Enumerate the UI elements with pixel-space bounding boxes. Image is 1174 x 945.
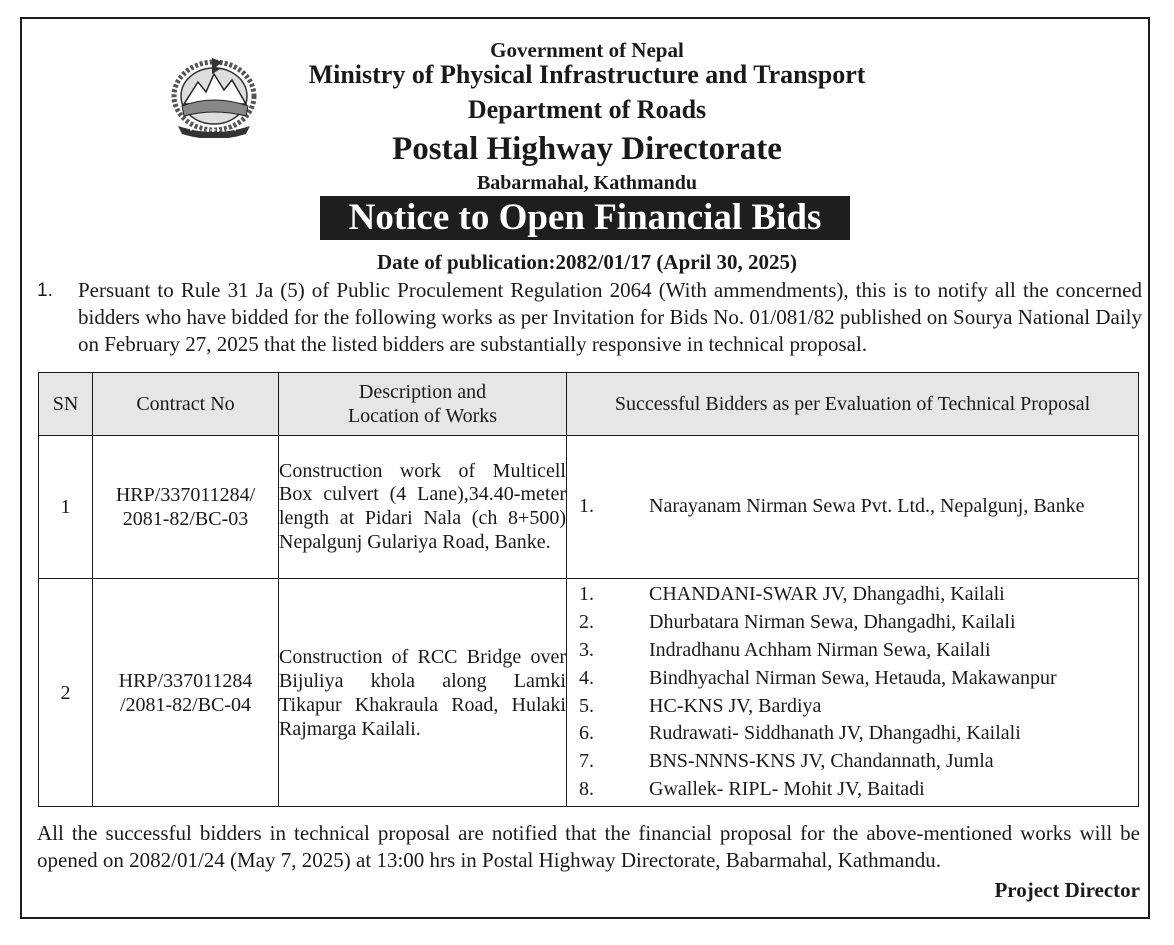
notice-paragraph	[37, 277, 1142, 358]
bidder-name: HC-KNS JV, Bardiya	[649, 694, 822, 717]
row-bidders	[567, 579, 1139, 807]
list-item	[579, 665, 1128, 693]
notice-title: Notice to Open Financial Bids	[320, 196, 850, 240]
header-description-line1: Description and	[358, 381, 487, 403]
bidder-number: 1.	[579, 495, 594, 518]
bidder-name: Dhurbatara Nirman Sewa, Dhangadhi, Kailali	[649, 611, 1016, 634]
directorate-heading: Postal Highway Directorate	[392, 131, 782, 167]
government-heading: Government of Nepal	[490, 38, 684, 62]
bidder-list	[567, 493, 1138, 521]
header-description	[279, 373, 567, 436]
row-description: Construction of RCC Bridge over Bijuliya khola along Lamki Tikapur Khakraula Road, Hulaki Rajmarga Kailali.	[279, 579, 567, 807]
contract-line2: /2081-82/BC-04	[119, 693, 252, 716]
list-item	[579, 637, 1128, 665]
list-item	[579, 581, 1128, 609]
header-bidders: Successful Bidders as per Evaluation of Technical Proposal	[567, 373, 1139, 436]
paragraph-text: Persuant to Rule 31 Ja (5) of Public Proculement Regulation 2064 (With ammendments), this is to notify all the concerned bidders who have bidded for the following works as per Invitation for Bids No. 01/081/82 published on Sourya National Daily on February 27, 2025 that the listed bidders are substantially responsive in technical proposal.	[78, 278, 1142, 356]
list-item	[579, 693, 1128, 721]
list-item	[579, 609, 1128, 637]
publication-date: Date of publication:2082/01/17 (April 30, 2025)	[377, 250, 797, 274]
row-contract	[93, 579, 279, 807]
list-item	[579, 776, 1128, 804]
bidder-number: 4.	[579, 666, 594, 689]
bidder-name: Rudrawati- Siddhanath JV, Dhangadhi, Kailali	[649, 722, 1021, 745]
bidder-number: 1.	[579, 583, 594, 606]
department-heading: Department of Roads	[467, 95, 707, 124]
list-item	[579, 493, 1128, 521]
bidder-number: 3.	[579, 638, 594, 661]
contract-line2: 2081-82/BC-03	[122, 508, 249, 530]
bidder-name: Bindhyachal Nirman Sewa, Hetauda, Makawanpur	[649, 666, 1057, 689]
bidder-number: 8.	[579, 777, 594, 800]
header-contract: Contract No	[93, 373, 279, 436]
bidder-name: BNS-NNNS-KNS JV, Chandannath, Jumla	[649, 750, 994, 773]
row-contract	[93, 436, 279, 579]
bidder-name: Indradhanu Achham Nirman Sewa, Kailali	[649, 638, 991, 661]
table-header-row	[39, 373, 1139, 436]
bidder-number: 2.	[579, 611, 594, 634]
bidder-number: 7.	[579, 750, 594, 773]
row-description: Construction work of Multicell Box culvert (4 Lane),34.40-meter length at Pidari Nala (ch 8+500) Nepalgunj Gulariya Road, Banke.	[279, 436, 567, 579]
ministry-heading: Ministry of Physical Infrastructure and Transport	[308, 60, 866, 89]
bids-table	[38, 372, 1139, 807]
row-sn: 2	[39, 579, 93, 807]
row-bidders	[567, 436, 1139, 579]
header-sn: SN	[39, 373, 93, 436]
bidder-name: Narayanam Nirman Sewa Pvt. Ltd., Nepalgunj, Banke	[649, 495, 1085, 518]
header-description-line2: Location of Works	[347, 405, 498, 427]
address-heading: Babarmahal, Kathmandu	[476, 172, 698, 194]
paragraph-number: 1.	[37, 280, 53, 301]
bidder-number: 5.	[579, 694, 594, 717]
list-item	[579, 748, 1128, 776]
table-row	[39, 579, 1139, 807]
list-item	[579, 720, 1128, 748]
signature: Project Director	[994, 878, 1140, 902]
contract-line1: HRP/337011284/	[115, 484, 256, 506]
bidder-number: 6.	[579, 722, 594, 745]
closing-paragraph: All the successful bidders in technical proposal are notified that the financial proposal for the above-mentioned works will be opened on 2082/01/24 (May 7, 2025) at 13:00 hrs in Postal Highway Directorate, Babarmahal, Kathmandu.	[37, 821, 1140, 872]
bidder-list	[567, 581, 1138, 803]
bidder-name: Gwallek- RIPL- Mohit JV, Baitadi	[649, 777, 925, 800]
row-sn: 1	[39, 436, 93, 579]
table-row	[39, 436, 1139, 579]
contract-line1: HRP/337011284	[118, 669, 253, 692]
bidder-name: CHANDANI-SWAR JV, Dhangadhi, Kailali	[649, 583, 1005, 606]
